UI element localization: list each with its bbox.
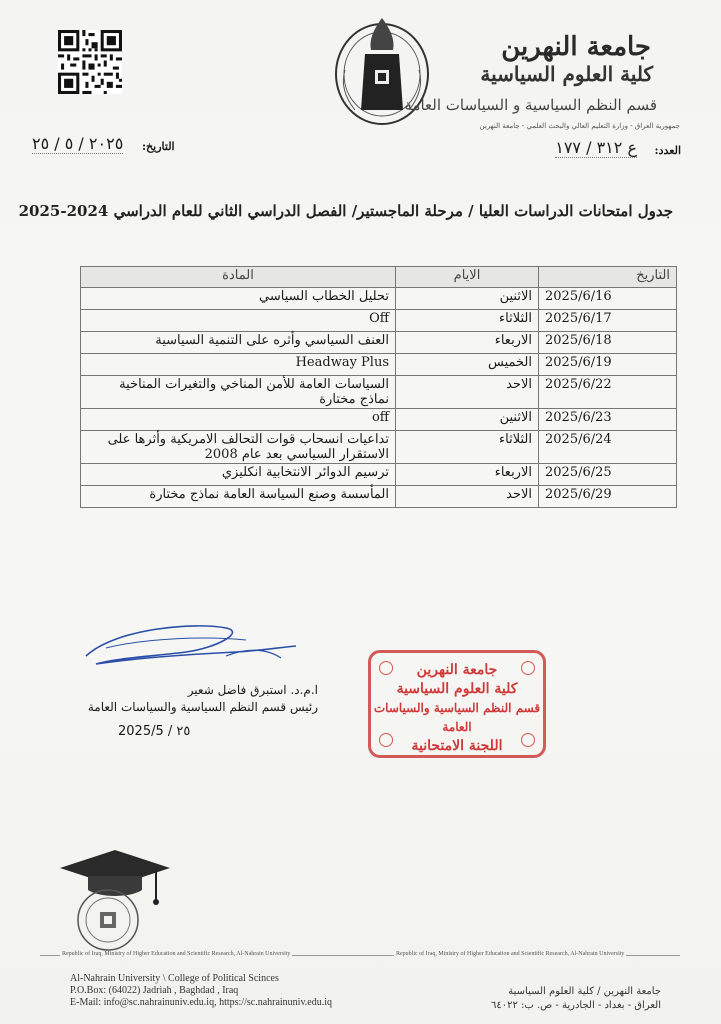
graduation-cap-logo-icon xyxy=(60,848,170,953)
ministry-line: جمهورية العراق - وزارة التعليم العالي والبحث العلمي - جامعة النهرين xyxy=(479,122,680,130)
header-date: التاريخ xyxy=(539,267,677,288)
cell-day: الاحد xyxy=(396,486,539,508)
cell-subject: السياسات العامة للأمن المناخي والتغيرات المناخية نماذج مختارة xyxy=(81,376,396,409)
date-value: ٢٠٢٥ / ٥ / ٢٥ xyxy=(32,134,124,153)
footer-arabic-address xyxy=(491,985,661,1013)
signatory-name: ا.م.د. استبرق فاضل شعير xyxy=(187,683,318,697)
footer-ar-line-2: العراق - بغداد - الجادرية - ص. ب: ٦٤٠٢٢ xyxy=(490,1000,661,1011)
header-day: الايام xyxy=(396,267,539,288)
cell-date: 2025/6/16 xyxy=(539,288,677,310)
qr-code xyxy=(58,30,122,94)
table-header-row xyxy=(81,267,677,288)
official-stamp xyxy=(368,650,546,758)
stamp-line-1: جامعة النهرين xyxy=(416,662,498,678)
cell-subject: Headway Plus xyxy=(81,354,396,376)
footer-english-address xyxy=(70,973,332,1009)
footer-ministry-right: Republic of Iraq, Ministry of Higher Education and Scientific Research, Al-Nahrain University xyxy=(396,951,625,957)
table-row xyxy=(81,464,677,486)
cell-day: الاربعاء xyxy=(396,332,539,354)
cell-subject: ترسيم الدوائر الانتخابية انكليزي xyxy=(81,464,396,486)
signature-date: 2025/5 / ٢٥ xyxy=(118,724,191,739)
date-label: التاريخ: xyxy=(142,140,175,153)
stamp-line-3: قسم النظم السياسية والسياسات العامة xyxy=(373,701,541,734)
cell-day: الاثنين xyxy=(396,288,539,310)
cell-date: 2025/6/19 xyxy=(539,354,677,376)
university-name: جامعة النهرين xyxy=(501,32,651,62)
cell-day: الخميس xyxy=(396,354,539,376)
cell-date: 2025/6/22 xyxy=(539,376,677,409)
number-value: ع ٣١٢ / ١٧٧ xyxy=(555,138,637,157)
cell-subject: تداعيات انسحاب قوات التحالف الامريكية وأثرها على الاستقرار السياسي بعد عام 2008 xyxy=(81,431,396,464)
table-row xyxy=(81,288,677,310)
footer-ministry-left: Republic of Iraq, Ministry of Higher Education and Scientific Research, Al-Nahrain University xyxy=(62,951,291,957)
document-title: جدول امتحانات الدراسات العليا / مرحلة الماجستير/ الفصل الدراسي الثاني للعام الدراسي 2024-2025 xyxy=(18,202,673,220)
stamp-line-4: اللجنة الامتحانية xyxy=(411,738,503,754)
cell-day: الاربعاء xyxy=(396,464,539,486)
cell-date: 2025/6/24 xyxy=(539,431,677,464)
cell-subject: off xyxy=(81,409,396,431)
table-row xyxy=(81,431,677,464)
department-name: قسم النظم السياسية و السياسات العامة xyxy=(404,96,657,114)
table-row xyxy=(81,409,677,431)
college-name: كلية العلوم السياسية xyxy=(480,62,653,86)
cell-day: الثلاثاء xyxy=(396,431,539,464)
cell-subject: العنف السياسي وأثره على التنمية السياسية xyxy=(81,332,396,354)
cell-day: الثلاثاء xyxy=(396,310,539,332)
footer-en-line-3: E-Mail: info@sc.nahrainuniv.edu.iq, https://sc.nahrainuniv.edu.iq xyxy=(70,997,333,1008)
cell-date: 2025/6/17 xyxy=(539,310,677,332)
table-row xyxy=(81,354,677,376)
header-subject: المادة xyxy=(81,267,396,288)
cell-date: 2025/6/25 xyxy=(539,464,677,486)
table-row xyxy=(81,486,677,508)
cell-day: الاحد xyxy=(396,376,539,409)
cell-day: الاثنين xyxy=(396,409,539,431)
stamp-line-2: كلية العلوم السياسية xyxy=(396,681,518,697)
footer-ar-line-1: جامعة النهرين / كلية العلوم السياسية xyxy=(508,986,661,997)
cell-subject: Off xyxy=(81,310,396,332)
table-row xyxy=(81,376,677,409)
cell-subject: المأسسة وصنع السياسة العامة نماذج مختارة xyxy=(81,486,396,508)
exam-schedule-table xyxy=(80,266,677,508)
cell-subject: تحليل الخطاب السياسي xyxy=(81,288,396,310)
handwritten-signature-icon xyxy=(76,618,306,678)
footer-en-line-1: Al-Nahrain University \ College of Political Scinces xyxy=(70,973,279,984)
number-label: العدد: xyxy=(654,144,681,157)
cell-date: 2025/6/18 xyxy=(539,332,677,354)
signatory-title: رئيس قسم النظم السياسية والسياسات العامة xyxy=(87,700,318,714)
cell-date: 2025/6/23 xyxy=(539,409,677,431)
table-row xyxy=(81,332,677,354)
footer-en-line-2: P.O.Box: (64022) Jadriah , Baghdad , Iraq xyxy=(70,985,239,996)
table-row xyxy=(81,310,677,332)
cell-date: 2025/6/29 xyxy=(539,486,677,508)
